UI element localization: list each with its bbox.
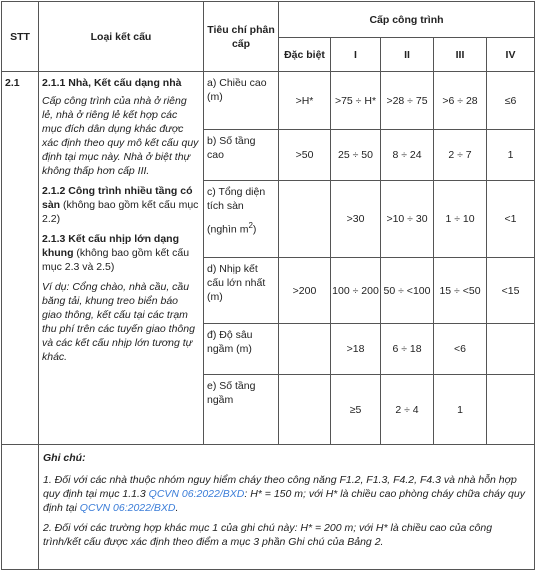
cell-level-2: 8 ÷ 24 [381,130,434,181]
header-level-1: I [331,38,381,72]
header-level-3: III [434,38,487,72]
cell-level-1: >30 [331,181,381,258]
cell-level-4: ≤6 [487,72,535,130]
criterion-underground-floors: e) Số tầng ngầm [204,375,279,445]
criterion-underground-depth: đ) Độ sâu ngầm (m) [204,324,279,375]
cell-special [279,324,331,375]
cell-level-4: 1 [487,130,535,181]
cell-level-2: 6 ÷ 18 [381,324,434,375]
cell-level-3: 2 ÷ 7 [434,130,487,181]
header-stt: STT [2,2,39,72]
example-text: Ví dụ: Cổng chào, nhà cầu, cầu băng tải, khung treo biển báo giao thông, kết cấu tại các trạm thu phí trên các tuyến giao thông và các kết cấu nhịp lớn tương tự khác. [42,281,195,363]
section-213-description: (không bao gồm kết cấu mục 2.3 và 2.5) [42,247,190,273]
header-special: Đặc biệt [279,38,331,72]
cell-level-4: <15 [487,258,535,324]
notes-title: Ghi chú: [43,452,86,464]
header-level-4: IV [487,38,535,72]
cell-special [279,181,331,258]
notes-cell [39,445,535,570]
cell-special: >H* [279,72,331,130]
section-212 [42,184,200,226]
cell-level-4 [487,324,535,375]
cell-level-1: 25 ÷ 50 [331,130,381,181]
header-level-2: II [381,38,434,72]
structure-description [39,72,204,445]
header-criteria: Tiêu chí phân cấp [204,2,279,72]
section-211-title: 2.1.1 Nhà, Kết cấu dạng nhà [42,77,182,89]
cell-level-4 [487,375,535,445]
criterion-floors: b) Số tầng cao [204,130,279,181]
section-212-title: 2.1.2 Công trình nhiều tầng có sàn [42,185,193,211]
criterion-height: a) Chiều cao (m) [204,72,279,130]
cell-level-1: >75 ÷ H* [331,72,381,130]
cell-special [279,375,331,445]
floor-area-unit: (nghìn $m^2$) [207,221,257,236]
cell-level-3: <6 [434,324,487,375]
cell-level-3: 1 ÷ 10 [434,181,487,258]
qcvn-link[interactable]: QCVN 06:2022/BXD [148,488,245,500]
cell-level-3: >6 ÷ 28 [434,72,487,130]
cell-special: >200 [279,258,331,324]
row-stt: 2.1 [2,72,39,445]
cell-level-2: >28 ÷ 75 [381,72,434,130]
cell-level-2: 2 ÷ 4 [381,375,434,445]
cell-level-4: <1 [487,181,535,258]
cell-level-1: ≥5 [331,375,381,445]
section-212-description: (không bao gồm kết cấu mục 2.2) [42,199,199,225]
cell-level-3: 15 ÷ <50 [434,258,487,324]
criterion-span: d) Nhịp kết cấu lớn nhất (m) [204,258,279,324]
criterion-floor-area [204,181,279,258]
cell-level-2: >10 ÷ 30 [381,181,434,258]
floor-area-label: c) Tổng diện tích sàn [207,186,266,212]
cell-special: >50 [279,130,331,181]
note-1: 1. Đối với các nhà thuộc nhóm nguy hiểm cháy theo công năng F1.2, F1.3, F4.2, F4.3 và nhà hỗn hợp quy định tại mục 1.1.3 QCVN 06:2022/BXD: H* = 150 m; với H* là chiều cao phòng cháy chữa cháy quy định tại QCVN 06:2022/BXD. [43,474,525,514]
classification-table [1,1,535,570]
note-2: 2. Đối với các trường hợp khác mục 1 của ghi chú này: H* = 200 m; với H* là chiều cao của công trình/kết cấu được xác định theo điểm a mục 3 phần Ghi chú của Bảng 2. [43,522,493,548]
cell-level-1: >18 [331,324,381,375]
section-213 [42,232,200,274]
header-structure-type: Loại kết cấu [39,2,204,72]
section-211-description: Cấp công trình của nhà ở riêng lẻ, nhà ở riêng lẻ kết hợp các mục đích dân dụng khác được xác định theo quy mô kết cấu quy định tại mục này. Nhà ở biệt thự không thấp hơn cấp III. [42,95,199,177]
cell-level-2: 50 ÷ <100 [381,258,434,324]
qcvn-link[interactable]: QCVN 06:2022/BXD [79,502,176,514]
cell-level-3: 1 [434,375,487,445]
section-213-title: 2.1.3 Kết cấu nhịp lớn dạng khung [42,233,179,259]
notes-stt-cell [2,445,39,570]
header-level: Cấp công trình [279,2,535,38]
cell-level-1: 100 ÷ 200 [331,258,381,324]
